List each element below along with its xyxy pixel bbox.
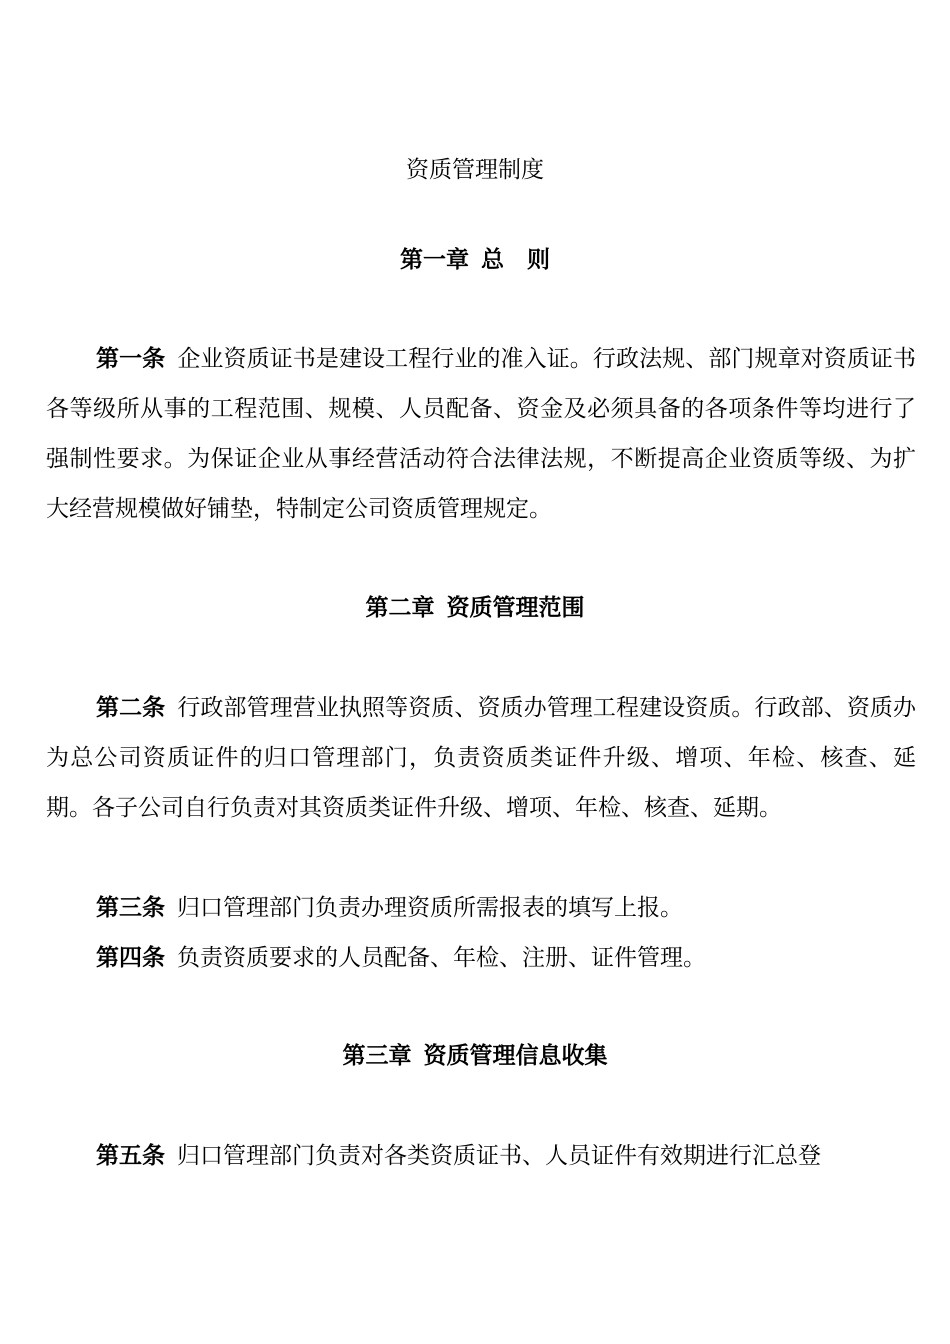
article-paragraph bbox=[46, 1131, 916, 1181]
article-label: 第四条 bbox=[96, 945, 165, 971]
chapter-number: 第一章 bbox=[400, 247, 469, 273]
chapter-title: 资质管理信息收集 bbox=[423, 1043, 608, 1069]
article-label: 第二条 bbox=[96, 695, 166, 721]
article-text: 行政部管理营业执照等资质、资质办管理工程建设资质。行政部、资质办为总公司资质证件的归口管理部门，负责资质类证件升级、增项、年检、核查、延期。各子公司自行负责对其资质类证件升级、增项、年检、核查、延期。 bbox=[46, 695, 917, 821]
chapter-number: 第二章 bbox=[365, 595, 435, 621]
document-title: 资质管理制度 bbox=[406, 157, 544, 183]
article-paragraph bbox=[46, 683, 916, 833]
article-paragraph bbox=[46, 883, 916, 933]
article-text: 归口管理部门负责对各类资质证书、人员证件有效期进行汇总登 bbox=[177, 1143, 821, 1169]
chapter-number: 第三章 bbox=[342, 1043, 412, 1069]
article-label: 第一条 bbox=[96, 346, 166, 372]
article-text: 企业资质证书是建设工程行业的准入证。行政法规、部门规章对资质证书各等级所从事的工程范围、规模、人员配备、资金及必须具备的各项条件等均进行了强制性要求。为保证企业从事经营活动符合法律法规，不断提高企业资质等级、为扩大经营规模做好铺垫，特制定公司资质管理规定。 bbox=[46, 346, 917, 522]
article-text: 归口管理部门负责办理资质所需报表的填写上报。 bbox=[177, 895, 683, 921]
article-paragraph bbox=[46, 334, 916, 534]
chapter-heading bbox=[0, 590, 950, 626]
chapter-heading bbox=[0, 1038, 950, 1074]
article-label: 第三条 bbox=[96, 895, 165, 921]
article-text: 负责资质要求的人员配备、年检、注册、证件管理。 bbox=[177, 945, 706, 971]
chapter-title: 资质管理范围 bbox=[446, 595, 585, 621]
article-label: 第五条 bbox=[96, 1143, 165, 1169]
article-paragraph bbox=[46, 933, 916, 983]
chapter-heading bbox=[0, 242, 950, 278]
chapter-title: 总 则 bbox=[481, 247, 550, 273]
